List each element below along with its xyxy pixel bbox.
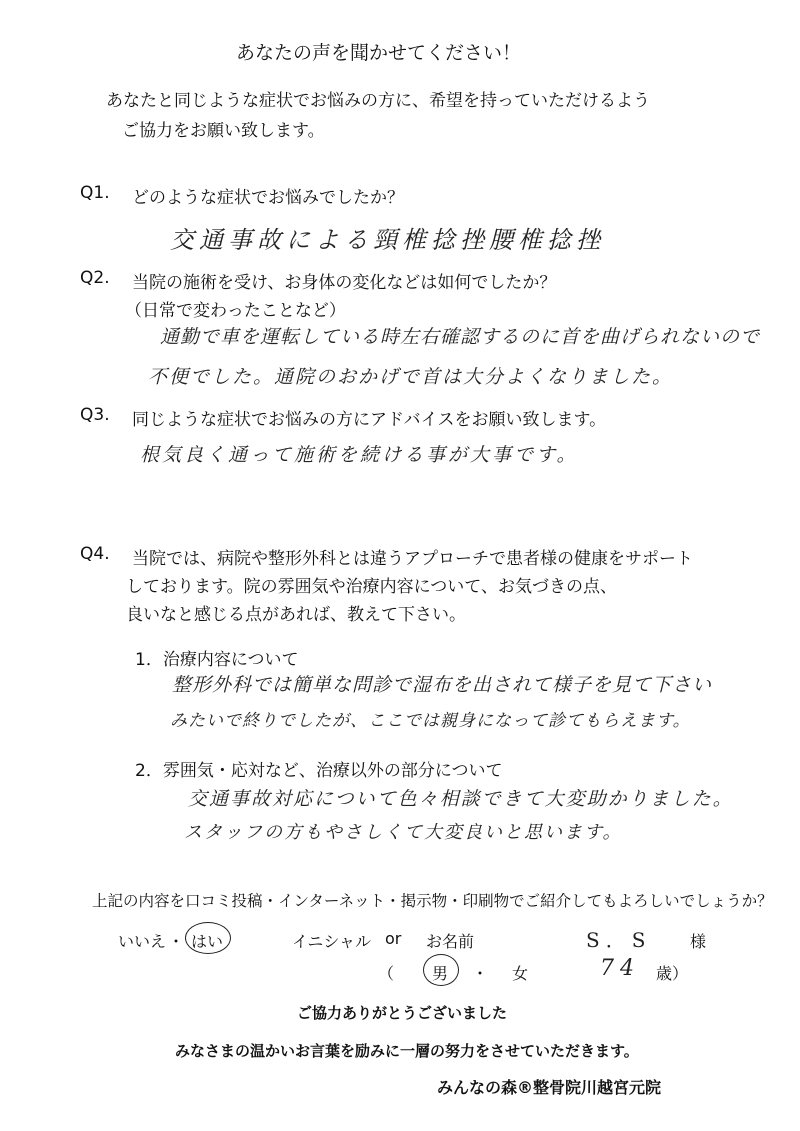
name-value: S．S <box>586 928 652 952</box>
intro-line-1: あなたと同じような症状でお悩みの方に、希望を持っていただけるよう <box>106 91 650 111</box>
intro-line-2: ご協力をお願い致します。 <box>122 121 325 141</box>
q2-answer-line-1: 通勤で車を運転している時左右確認するのに首を曲げられないので <box>160 326 761 348</box>
q4-item-1-label: 1．治療内容について <box>135 650 299 670</box>
consent-no-option: いいえ <box>118 932 167 951</box>
q3-question: 同じような症状でお悩みの方にアドバイスをお願い致します。 <box>132 410 607 430</box>
q2-subtext: （日常で変わったことなど） <box>125 301 346 321</box>
q2-number: Q2. <box>80 268 110 288</box>
consent-question: 上記の内容を口コミ投稿・インターネット・掲示物・印刷物でご紹介してもよろしいでしょうか？ <box>92 892 773 910</box>
or-label: or <box>385 929 402 948</box>
q3-answer: 根気良く通って施術を続ける事が大事です。 <box>140 444 579 466</box>
q4-item-1-answer-line-1: 整形外科では簡単な問診で湿布を出されて様子を見て下さい <box>172 674 713 696</box>
q1-number: Q1. <box>80 183 110 203</box>
initial-label: イニシャル <box>292 932 372 951</box>
gender-female: 女 <box>512 964 529 983</box>
q4-line-3: 良いなと感じる点があれば、教えて下さい。 <box>126 605 466 625</box>
gender-paren-open: （ <box>378 964 395 983</box>
closing-message: みなさまの温かいお言葉を励みに一層の努力をさせていただきます。 <box>175 1042 639 1060</box>
q2-question: 当院の施術を受け、お身体の変化などは如何でしたか？ <box>132 273 557 293</box>
q1-answer: 交通事故による頸椎捻挫腰椎捻挫 <box>170 226 605 254</box>
page-title: あなたの声を聞かせてください！ <box>236 42 522 64</box>
thanks-message: ご協力ありがとうございました <box>297 1004 508 1022</box>
gender-separator: ・ <box>472 964 489 983</box>
q4-item-2-answer-line-2: スタッフの方もやさしくて大変良いと思います。 <box>184 822 623 843</box>
q4-line-2: しております。院の雰囲気や治療内容について、お気づきの点、 <box>126 577 617 597</box>
q4-number: Q4. <box>80 544 110 564</box>
q4-item-2-label: 2．雰囲気・応対など、治療以外の部分について <box>135 761 503 781</box>
age-unit: 歳） <box>656 964 689 983</box>
name-label: お名前 <box>426 932 475 951</box>
age-value: 74 <box>600 956 640 981</box>
consent-yes-option: はい <box>191 932 224 951</box>
q4-line-1: 当院では、病院や整形外科とは違うアプローチで患者様の健康をサポート <box>132 549 693 569</box>
consent-separator: ・ <box>168 932 185 951</box>
q4-item-1-answer-line-2: みたいで終りでしたが、ここでは親身になって診てもらえます。 <box>170 711 691 731</box>
clinic-name: みんなの森®整骨院川越宮元院 <box>437 1078 662 1097</box>
sama-label: 様 <box>690 932 707 951</box>
q3-number: Q3. <box>80 405 110 425</box>
q2-answer-line-2: 不便でした。通院のおかげで首は大分よくなりました。 <box>148 366 674 388</box>
q4-item-2-answer-line-1: 交通事故対応について色々相談できて大変助かりました。 <box>188 788 734 810</box>
gender-male: 男 <box>432 964 449 983</box>
q1-question: どのような症状でお悩みでしたか？ <box>132 188 404 208</box>
